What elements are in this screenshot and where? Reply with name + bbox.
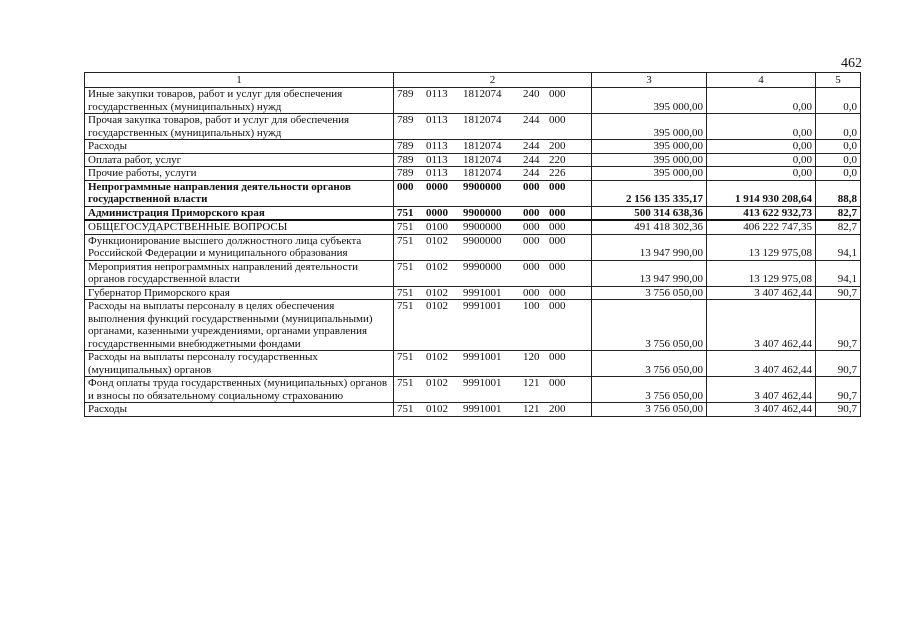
row-name: Иные закупки товаров, работ и услуг для обеспечения государственных (муниципальных) нужд	[85, 88, 394, 114]
row-value-c4: 0,00	[707, 167, 816, 181]
row-value-c4: 3 407 462,44	[707, 351, 816, 377]
table-row	[85, 260, 861, 286]
code-part: 000	[523, 234, 540, 247]
row-value-c5: 0,0	[816, 114, 861, 140]
row-value-c5: 0,0	[816, 167, 861, 181]
code-part: 000	[549, 260, 566, 273]
code-part: 0113	[426, 88, 448, 100]
code-part: 000	[397, 180, 414, 193]
row-code	[394, 140, 592, 154]
table-row	[85, 234, 861, 260]
row-name: Расходы на выплаты персоналу государственных (муниципальных) органов	[85, 351, 394, 377]
table-row	[85, 351, 861, 377]
code-part: 000	[549, 300, 566, 312]
code-part: 000	[549, 286, 566, 299]
code-part: 751	[397, 286, 414, 299]
row-value-c5: 0,0	[816, 153, 861, 167]
row-value-c5: 0,0	[816, 88, 861, 114]
row-code	[394, 206, 592, 220]
code-part: 0102	[426, 377, 448, 389]
code-part: 244	[523, 140, 540, 152]
table-row	[85, 220, 861, 234]
code-part: 1812074	[463, 167, 502, 179]
header-cell: 1	[85, 73, 394, 88]
row-value-c5: 90,7	[816, 403, 861, 417]
code-part: 9900000	[463, 206, 502, 219]
code-part: 0102	[426, 403, 448, 415]
code-part: 000	[523, 206, 540, 219]
header-row	[85, 73, 861, 88]
row-value-c3: 395 000,00	[592, 88, 707, 114]
table-row	[85, 88, 861, 114]
row-value-c5: 94,1	[816, 260, 861, 286]
code-part: 000	[549, 88, 566, 100]
header-cell: 3	[592, 73, 707, 88]
code-part: 000	[523, 286, 540, 299]
code-part: 751	[397, 351, 414, 363]
code-part: 789	[397, 167, 414, 179]
code-part: 0102	[426, 286, 448, 299]
header-cell: 2	[394, 73, 592, 88]
code-part: 9990000	[463, 260, 502, 273]
code-part: 100	[523, 300, 540, 312]
code-part: 9991001	[463, 351, 502, 363]
row-code	[394, 153, 592, 167]
row-value-c4: 3 407 462,44	[707, 286, 816, 300]
code-part: 000	[549, 206, 566, 219]
row-code	[394, 286, 592, 300]
row-code	[394, 234, 592, 260]
row-value-c4: 413 622 932,73	[707, 206, 816, 220]
row-value-c3: 491 418 302,36	[592, 220, 707, 234]
code-part: 244	[523, 114, 540, 126]
code-part: 751	[397, 260, 414, 273]
code-part: 751	[397, 234, 414, 247]
row-code	[394, 260, 592, 286]
row-code	[394, 403, 592, 417]
row-name: Расходы	[85, 403, 394, 417]
row-value-c4: 0,00	[707, 140, 816, 154]
row-value-c4: 13 129 975,08	[707, 234, 816, 260]
code-part: 1812074	[463, 88, 502, 100]
row-code	[394, 220, 592, 234]
table-row	[85, 206, 861, 220]
code-part: 244	[523, 153, 540, 166]
table-row	[85, 114, 861, 140]
row-value-c5: 88,8	[816, 180, 861, 206]
code-part: 1812074	[463, 114, 502, 126]
code-part: 240	[523, 88, 540, 100]
code-part: 751	[397, 206, 414, 219]
row-value-c5: 82,7	[816, 206, 861, 220]
code-part: 751	[397, 221, 414, 233]
row-name: ОБЩЕГОСУДАРСТВЕННЫЕ ВОПРОСЫ	[85, 220, 394, 234]
code-part: 0113	[426, 153, 448, 166]
code-part: 000	[549, 234, 566, 247]
row-name: Прочие работы, услуги	[85, 167, 394, 181]
code-part: 751	[397, 403, 414, 415]
code-part: 000	[523, 180, 540, 193]
code-part: 200	[549, 140, 566, 152]
row-value-c5: 0,0	[816, 140, 861, 154]
code-part: 9900000	[463, 234, 502, 247]
row-value-c4: 3 407 462,44	[707, 403, 816, 417]
row-value-c3: 13 947 990,00	[592, 260, 707, 286]
row-value-c3: 395 000,00	[592, 153, 707, 167]
code-part: 244	[523, 167, 540, 179]
code-part: 751	[397, 300, 414, 312]
table-row	[85, 153, 861, 167]
code-part: 9900000	[463, 180, 502, 193]
row-code	[394, 88, 592, 114]
row-value-c3: 3 756 050,00	[592, 403, 707, 417]
row-value-c3: 3 756 050,00	[592, 300, 707, 351]
row-value-c4: 0,00	[707, 88, 816, 114]
code-part: 0100	[426, 221, 448, 233]
code-part: 0000	[426, 180, 448, 193]
code-part: 789	[397, 88, 414, 100]
row-name: Администрация Приморского края	[85, 206, 394, 220]
code-part: 1812074	[463, 153, 502, 166]
row-value-c4: 406 222 747,35	[707, 220, 816, 234]
row-code	[394, 114, 592, 140]
code-part: 0102	[426, 300, 448, 312]
code-part: 220	[549, 153, 566, 166]
code-part: 000	[549, 114, 566, 126]
code-part: 000	[549, 180, 566, 193]
header-cell: 4	[707, 73, 816, 88]
row-value-c4: 13 129 975,08	[707, 260, 816, 286]
code-part: 000	[549, 351, 566, 363]
row-code	[394, 377, 592, 403]
row-code	[394, 300, 592, 351]
row-value-c3: 13 947 990,00	[592, 234, 707, 260]
code-part: 9991001	[463, 286, 502, 299]
row-value-c3: 3 756 050,00	[592, 286, 707, 300]
code-part: 789	[397, 153, 414, 166]
code-part: 9991001	[463, 403, 502, 415]
row-name: Фонд оплаты труда государственных (муниципальных) органов и взносы по обязательному социальному страхованию	[85, 377, 394, 403]
row-value-c3: 500 314 638,36	[592, 206, 707, 220]
row-code	[394, 180, 592, 206]
row-name: Расходы	[85, 140, 394, 154]
row-name: Прочая закупка товаров, работ и услуг для обеспечения государственных (муниципальных) нужд	[85, 114, 394, 140]
row-code	[394, 351, 592, 377]
page-number: 462	[841, 56, 862, 71]
table-row	[85, 140, 861, 154]
code-part: 000	[523, 260, 540, 273]
budget-table	[84, 72, 861, 417]
row-value-c4: 3 407 462,44	[707, 300, 816, 351]
code-part: 000	[549, 221, 566, 233]
row-value-c5: 90,7	[816, 286, 861, 300]
code-part: 0102	[426, 351, 448, 363]
table-row	[85, 180, 861, 206]
code-part: 000	[549, 377, 566, 389]
row-value-c3: 395 000,00	[592, 140, 707, 154]
code-part: 0113	[426, 167, 448, 179]
code-part: 789	[397, 140, 414, 152]
row-value-c3: 395 000,00	[592, 167, 707, 181]
table-row	[85, 403, 861, 417]
row-name: Мероприятия непрограммных направлений деятельности органов государственной власти	[85, 260, 394, 286]
row-value-c5: 90,7	[816, 377, 861, 403]
table-row	[85, 286, 861, 300]
code-part: 1812074	[463, 140, 502, 152]
code-part: 0102	[426, 234, 448, 247]
code-part: 121	[523, 377, 540, 389]
row-value-c5: 90,7	[816, 351, 861, 377]
header-cell: 5	[816, 73, 861, 88]
row-name: Расходы на выплаты персоналу в целях обеспечения выполнения функций государственными (муниципальными) органами, казенными учреждениями, органами управления государственными внебюджетными фондами	[85, 300, 394, 351]
row-value-c4: 3 407 462,44	[707, 377, 816, 403]
code-part: 0113	[426, 114, 448, 126]
code-part: 9991001	[463, 377, 502, 389]
table-row	[85, 377, 861, 403]
row-value-c5: 82,7	[816, 220, 861, 234]
row-value-c4: 0,00	[707, 114, 816, 140]
row-value-c4: 1 914 930 208,64	[707, 180, 816, 206]
row-value-c5: 94,1	[816, 234, 861, 260]
row-name: Непрограммные направления деятельности органов государственной власти	[85, 180, 394, 206]
row-name: Губернатор Приморского края	[85, 286, 394, 300]
table-row	[85, 167, 861, 181]
row-name: Функционирование высшего должностного лица субъекта Российской Федерации и муниципального образования	[85, 234, 394, 260]
row-name: Оплата работ, услуг	[85, 153, 394, 167]
code-part: 121	[523, 403, 540, 415]
code-part: 000	[523, 221, 540, 233]
row-value-c4: 0,00	[707, 153, 816, 167]
table-row	[85, 300, 861, 351]
row-value-c5: 90,7	[816, 300, 861, 351]
row-value-c3: 3 756 050,00	[592, 351, 707, 377]
code-part: 9900000	[463, 221, 502, 233]
row-code	[394, 167, 592, 181]
code-part: 0000	[426, 206, 448, 219]
code-part: 751	[397, 377, 414, 389]
code-part: 789	[397, 114, 414, 126]
code-part: 9991001	[463, 300, 502, 312]
code-part: 120	[523, 351, 540, 363]
row-value-c3: 2 156 135 335,17	[592, 180, 707, 206]
row-value-c3: 395 000,00	[592, 114, 707, 140]
code-part: 226	[549, 167, 566, 179]
code-part: 0113	[426, 140, 448, 152]
code-part: 0102	[426, 260, 448, 273]
code-part: 200	[549, 403, 566, 415]
row-value-c3: 3 756 050,00	[592, 377, 707, 403]
